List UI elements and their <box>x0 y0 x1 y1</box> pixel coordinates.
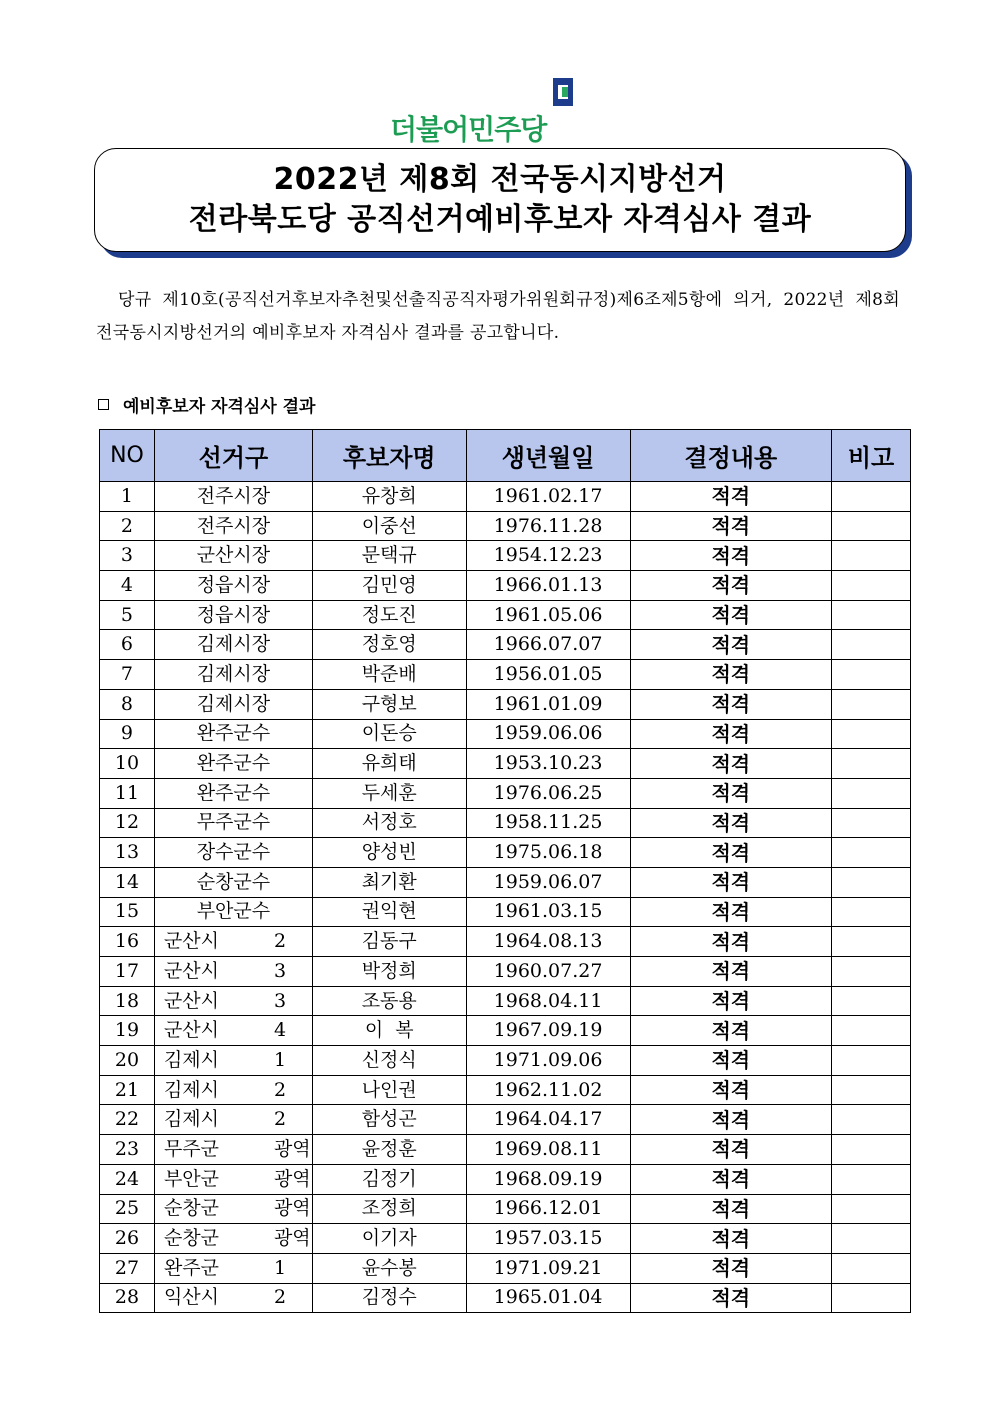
row-remarks <box>832 571 911 601</box>
row-decision: 적격 <box>630 1046 832 1076</box>
row-decision: 적격 <box>630 749 832 779</box>
row-decision: 적격 <box>630 778 832 808</box>
row-district <box>154 957 312 987</box>
row-district-number: 1 <box>273 1048 287 1071</box>
row-no: 24 <box>100 1164 155 1194</box>
table-row <box>100 957 911 987</box>
row-district-area: 군산시 <box>163 1019 220 1042</box>
row-remarks <box>832 689 911 719</box>
row-decision: 적격 <box>630 867 832 897</box>
row-no: 2 <box>100 511 155 541</box>
header-remarks: 비고 <box>832 430 911 482</box>
row-birth-date: 1966.12.01 <box>466 1194 630 1224</box>
row-no: 5 <box>100 600 155 630</box>
row-no: 21 <box>100 1075 155 1105</box>
row-no: 16 <box>100 927 155 957</box>
row-candidate-name: 유희태 <box>312 749 466 779</box>
row-birth-date: 1975.06.18 <box>466 838 630 868</box>
row-decision: 적격 <box>630 1075 832 1105</box>
section-heading <box>98 392 315 417</box>
row-remarks <box>832 541 911 571</box>
row-district: 장수군수 <box>154 838 312 868</box>
row-district-number: 광역 <box>273 1167 311 1190</box>
row-remarks <box>832 986 911 1016</box>
row-decision: 적격 <box>630 1194 832 1224</box>
header-candidate-name: 후보자명 <box>312 430 466 482</box>
table-row <box>100 1046 911 1076</box>
header-birth-date: 생년월일 <box>466 430 630 482</box>
table-row <box>100 630 911 660</box>
row-district: 완주군수 <box>154 778 312 808</box>
row-candidate-name: 조정희 <box>312 1194 466 1224</box>
row-remarks <box>832 838 911 868</box>
row-candidate-name: 조동용 <box>312 986 466 1016</box>
table-row <box>100 1164 911 1194</box>
row-no: 20 <box>100 1046 155 1076</box>
row-district: 김제시장 <box>154 660 312 690</box>
row-birth-date: 1965.01.04 <box>466 1283 630 1313</box>
row-decision: 적격 <box>630 927 832 957</box>
row-district <box>154 1224 312 1254</box>
table-row <box>100 660 911 690</box>
row-district: 무주군수 <box>154 808 312 838</box>
table-header-row <box>100 430 911 482</box>
row-district-area: 순창군 <box>163 1197 220 1220</box>
row-district-number: 3 <box>273 959 287 982</box>
row-remarks <box>832 957 911 987</box>
table-row <box>100 1194 911 1224</box>
row-remarks <box>832 600 911 630</box>
row-remarks <box>832 1135 911 1165</box>
row-candidate-name: 유창희 <box>312 482 466 512</box>
row-district-area: 무주군 <box>163 1137 220 1160</box>
row-candidate-name: 문택규 <box>312 541 466 571</box>
row-district-number: 2 <box>273 1108 287 1131</box>
row-remarks <box>832 1253 911 1283</box>
table-row <box>100 1253 911 1283</box>
row-district <box>154 1283 312 1313</box>
row-candidate-name: 이 복 <box>312 1016 466 1046</box>
row-birth-date: 1968.09.19 <box>466 1164 630 1194</box>
row-birth-date: 1969.08.11 <box>466 1135 630 1165</box>
row-district-number: 광역 <box>273 1227 311 1250</box>
row-remarks <box>832 808 911 838</box>
row-candidate-name: 나인권 <box>312 1075 466 1105</box>
row-candidate-name: 구형보 <box>312 689 466 719</box>
row-district <box>154 1105 312 1135</box>
intro-paragraph: 당규 제10호(공직선거후보자추천및선출직공직자평가위원회규정)제6조제5항에 의거, 2022년 제8회 전국동시지방선거의 예비후보자 자격심사 결과를 공고합니다. <box>96 290 900 343</box>
table-row <box>100 986 911 1016</box>
row-no: 15 <box>100 897 155 927</box>
row-birth-date: 1958.11.25 <box>466 808 630 838</box>
row-district-area: 김제시 <box>163 1048 220 1071</box>
row-district: 정읍시장 <box>154 600 312 630</box>
row-district <box>154 927 312 957</box>
row-district-area: 부안군 <box>163 1167 220 1190</box>
row-no: 11 <box>100 778 155 808</box>
row-candidate-name: 정호영 <box>312 630 466 660</box>
table-row <box>100 838 911 868</box>
table-row <box>100 897 911 927</box>
table-row <box>100 541 911 571</box>
row-district <box>154 1194 312 1224</box>
screening-results-table <box>99 429 911 1313</box>
row-birth-date: 1957.03.15 <box>466 1224 630 1254</box>
row-candidate-name: 이돈승 <box>312 719 466 749</box>
row-candidate-name: 최기환 <box>312 867 466 897</box>
title-line-2: 전라북도당 공직선거예비후보자 자격심사 결과 <box>188 202 812 237</box>
row-no: 8 <box>100 689 155 719</box>
row-candidate-name: 서정호 <box>312 808 466 838</box>
row-decision: 적격 <box>630 808 832 838</box>
table-row <box>100 808 911 838</box>
row-district <box>154 1164 312 1194</box>
table-row <box>100 749 911 779</box>
row-candidate-name: 김정수 <box>312 1283 466 1313</box>
row-no: 17 <box>100 957 155 987</box>
row-birth-date: 1960.07.27 <box>466 957 630 987</box>
row-remarks <box>832 630 911 660</box>
row-decision: 적격 <box>630 838 832 868</box>
row-decision: 적격 <box>630 1224 832 1254</box>
table-row <box>100 778 911 808</box>
row-district-area: 완주군 <box>163 1256 220 1279</box>
row-no: 14 <box>100 867 155 897</box>
row-decision: 적격 <box>630 541 832 571</box>
party-logo <box>388 78 588 144</box>
row-decision: 적격 <box>630 600 832 630</box>
row-district-area: 군산시 <box>163 989 220 1012</box>
row-district: 완주군수 <box>154 749 312 779</box>
table-row <box>100 1283 911 1313</box>
row-birth-date: 1959.06.07 <box>466 867 630 897</box>
row-district <box>154 1016 312 1046</box>
row-district-number: 광역 <box>273 1137 311 1160</box>
party-logo-mark <box>553 78 573 106</box>
row-decision: 적격 <box>630 986 832 1016</box>
row-birth-date: 1953.10.23 <box>466 749 630 779</box>
row-candidate-name: 박준배 <box>312 660 466 690</box>
row-birth-date: 1971.09.06 <box>466 1046 630 1076</box>
table-row <box>100 1224 911 1254</box>
row-district-area: 김제시 <box>163 1108 220 1131</box>
row-district-area: 군산시 <box>163 959 220 982</box>
row-no: 9 <box>100 719 155 749</box>
row-birth-date: 1961.03.15 <box>466 897 630 927</box>
row-district: 완주군수 <box>154 719 312 749</box>
row-decision: 적격 <box>630 1105 832 1135</box>
row-no: 7 <box>100 660 155 690</box>
row-birth-date: 1961.01.09 <box>466 689 630 719</box>
row-remarks <box>832 1016 911 1046</box>
row-candidate-name: 두세훈 <box>312 778 466 808</box>
row-district-number: 2 <box>273 930 287 953</box>
row-decision: 적격 <box>630 1164 832 1194</box>
row-remarks <box>832 1105 911 1135</box>
header-no: NO <box>100 430 155 482</box>
row-remarks <box>832 482 911 512</box>
row-no: 25 <box>100 1194 155 1224</box>
row-district: 김제시장 <box>154 630 312 660</box>
table-row <box>100 1016 911 1046</box>
row-no: 18 <box>100 986 155 1016</box>
row-birth-date: 1966.07.07 <box>466 630 630 660</box>
table-row <box>100 689 911 719</box>
row-remarks <box>832 1283 911 1313</box>
row-remarks <box>832 749 911 779</box>
header-decision: 결정내용 <box>630 430 832 482</box>
row-candidate-name: 신정식 <box>312 1046 466 1076</box>
row-decision: 적격 <box>630 719 832 749</box>
row-remarks <box>832 719 911 749</box>
row-candidate-name: 박정희 <box>312 957 466 987</box>
row-candidate-name: 김동구 <box>312 927 466 957</box>
row-birth-date: 1959.06.06 <box>466 719 630 749</box>
table-row <box>100 719 911 749</box>
table-row <box>100 1105 911 1135</box>
table-row <box>100 867 911 897</box>
row-no: 4 <box>100 571 155 601</box>
row-no: 28 <box>100 1283 155 1313</box>
row-decision: 적격 <box>630 571 832 601</box>
row-candidate-name: 김민영 <box>312 571 466 601</box>
row-no: 3 <box>100 541 155 571</box>
row-candidate-name: 윤정훈 <box>312 1135 466 1165</box>
row-decision: 적격 <box>630 482 832 512</box>
row-decision: 적격 <box>630 897 832 927</box>
square-bullet-icon <box>98 399 109 410</box>
row-decision: 적격 <box>630 957 832 987</box>
title-box <box>94 148 906 252</box>
row-district: 전주시장 <box>154 511 312 541</box>
row-candidate-name: 윤수봉 <box>312 1253 466 1283</box>
table-row <box>100 927 911 957</box>
party-logo-text: 더불어민주당 <box>390 113 547 146</box>
row-decision: 적격 <box>630 1253 832 1283</box>
row-district-number: 1 <box>273 1256 287 1279</box>
row-district-number: 4 <box>273 1019 287 1042</box>
section-heading-text: 예비후보자 자격심사 결과 <box>123 397 316 417</box>
row-candidate-name: 이기자 <box>312 1224 466 1254</box>
row-district: 군산시장 <box>154 541 312 571</box>
row-decision: 적격 <box>630 511 832 541</box>
row-decision: 적격 <box>630 660 832 690</box>
row-candidate-name: 양성빈 <box>312 838 466 868</box>
row-birth-date: 1967.09.19 <box>466 1016 630 1046</box>
row-birth-date: 1954.12.23 <box>466 541 630 571</box>
row-district <box>154 1075 312 1105</box>
table-row <box>100 600 911 630</box>
row-birth-date: 1961.02.17 <box>466 482 630 512</box>
row-remarks <box>832 778 911 808</box>
row-district <box>154 986 312 1016</box>
row-remarks <box>832 927 911 957</box>
row-remarks <box>832 897 911 927</box>
row-birth-date: 1956.01.05 <box>466 660 630 690</box>
row-district-number: 2 <box>273 1286 287 1309</box>
table-row <box>100 1135 911 1165</box>
row-remarks <box>832 511 911 541</box>
row-decision: 적격 <box>630 1283 832 1313</box>
row-district-area: 김제시 <box>163 1078 220 1101</box>
row-remarks <box>832 1194 911 1224</box>
row-no: 1 <box>100 482 155 512</box>
row-candidate-name: 권익현 <box>312 897 466 927</box>
row-district-number: 2 <box>273 1078 287 1101</box>
row-no: 19 <box>100 1016 155 1046</box>
table-row <box>100 1075 911 1105</box>
header-district: 선거구 <box>154 430 312 482</box>
row-district-area: 익산시 <box>163 1286 220 1309</box>
row-remarks <box>832 1075 911 1105</box>
table-row <box>100 571 911 601</box>
row-candidate-name: 함성곤 <box>312 1105 466 1135</box>
row-candidate-name: 이중선 <box>312 511 466 541</box>
row-birth-date: 1961.05.06 <box>466 600 630 630</box>
row-district: 전주시장 <box>154 482 312 512</box>
row-birth-date: 1968.04.11 <box>466 986 630 1016</box>
row-remarks <box>832 1046 911 1076</box>
row-decision: 적격 <box>630 689 832 719</box>
table-row <box>100 482 911 512</box>
row-district-number: 3 <box>273 989 287 1012</box>
row-birth-date: 1966.01.13 <box>466 571 630 601</box>
row-no: 23 <box>100 1135 155 1165</box>
row-birth-date: 1976.06.25 <box>466 778 630 808</box>
row-no: 12 <box>100 808 155 838</box>
row-no: 6 <box>100 630 155 660</box>
row-birth-date: 1964.04.17 <box>466 1105 630 1135</box>
title-line-1: 2022년 제8회 전국동시지방선거 <box>273 162 727 197</box>
row-decision: 적격 <box>630 630 832 660</box>
table-row <box>100 511 911 541</box>
row-remarks <box>832 1224 911 1254</box>
row-remarks <box>832 867 911 897</box>
row-remarks <box>832 660 911 690</box>
row-decision: 적격 <box>630 1016 832 1046</box>
row-no: 22 <box>100 1105 155 1135</box>
row-decision: 적격 <box>630 1135 832 1165</box>
row-district: 정읍시장 <box>154 571 312 601</box>
row-district-area: 군산시 <box>163 930 220 953</box>
row-no: 10 <box>100 749 155 779</box>
row-district: 김제시장 <box>154 689 312 719</box>
row-district <box>154 1046 312 1076</box>
row-remarks <box>832 1164 911 1194</box>
row-birth-date: 1976.11.28 <box>466 511 630 541</box>
row-no: 13 <box>100 838 155 868</box>
row-no: 26 <box>100 1224 155 1254</box>
row-district: 순창군수 <box>154 867 312 897</box>
row-no: 27 <box>100 1253 155 1283</box>
row-district <box>154 1253 312 1283</box>
row-district-number: 광역 <box>273 1197 311 1220</box>
row-birth-date: 1971.09.21 <box>466 1253 630 1283</box>
row-district <box>154 1135 312 1165</box>
row-candidate-name: 정도진 <box>312 600 466 630</box>
row-birth-date: 1962.11.02 <box>466 1075 630 1105</box>
row-district: 부안군수 <box>154 897 312 927</box>
row-candidate-name: 김정기 <box>312 1164 466 1194</box>
row-district-area: 순창군 <box>163 1227 220 1250</box>
row-birth-date: 1964.08.13 <box>466 927 630 957</box>
